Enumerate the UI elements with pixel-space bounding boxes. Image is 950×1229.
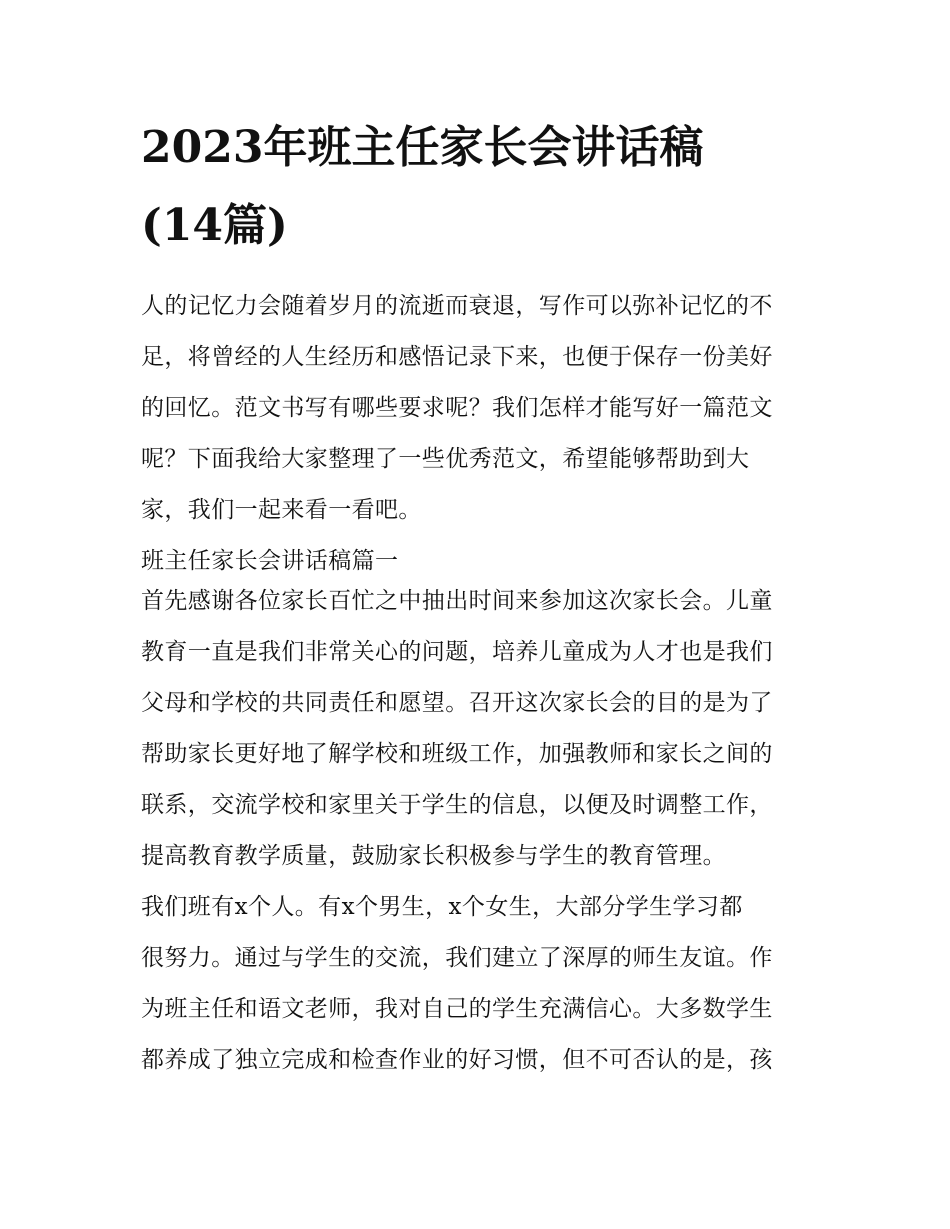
text-line: 我们班有x个人。有x个男生，x个女生，大部分学生学习都 (141, 894, 743, 920)
text-line: 班主任家长会讲话稿篇一 (141, 548, 399, 574)
text-line: 呢？下面我给大家整理了一些优秀范文，希望能够帮助到大 (141, 446, 750, 472)
body-paragraph-2 (141, 882, 821, 1086)
title-line-1: 2023年班主任家长会讲话稿 (141, 122, 704, 173)
text-line: 足，将曾经的人生经历和感悟记录下来，也便于保存一份美好 (141, 344, 773, 370)
document-title (141, 118, 821, 256)
text-line: 教育一直是我们非常关心的问题，培养儿童成为人才也是我们 (141, 639, 773, 665)
text-line: 首先感谢各位家长百忙之中抽出时间来参加这次家长会。儿童 (141, 588, 773, 614)
text-line: 为班主任和语文老师，我对自己的学生充满信心。大多数学生 (141, 996, 773, 1022)
text-line: 提高教育教学质量，鼓励家长积极参与学生的教育管理。 (141, 843, 726, 869)
text-line: 很努力。通过与学生的交流，我们建立了深厚的师生友谊。作 (141, 945, 773, 971)
text-line: 联系，交流学校和家里关于学生的信息，以便及时调整工作， (141, 792, 773, 818)
text-line: 家，我们一起来看一看吧。 (141, 497, 422, 523)
document-page (141, 118, 821, 1086)
text-line: 人的记忆力会随着岁月的流逝而衰退，写作可以弥补记忆的不 (141, 293, 773, 319)
text-line: 都养成了独立完成和检查作业的好习惯，但不可否认的是，孩 (141, 1047, 773, 1073)
body-paragraph-1 (141, 576, 821, 882)
document-body (141, 281, 821, 1086)
intro-paragraph (141, 281, 821, 536)
text-line: 帮助家长更好地了解学校和班级工作，加强教师和家长之间的 (141, 741, 773, 767)
section-heading (141, 536, 821, 576)
text-line: 父母和学校的共同责任和愿望。召开这次家长会的目的是为了 (141, 690, 773, 716)
title-line-2: (14篇) (141, 200, 288, 251)
text-line: 的回忆。范文书写有哪些要求呢？我们怎样才能写好一篇范文 (141, 395, 773, 421)
